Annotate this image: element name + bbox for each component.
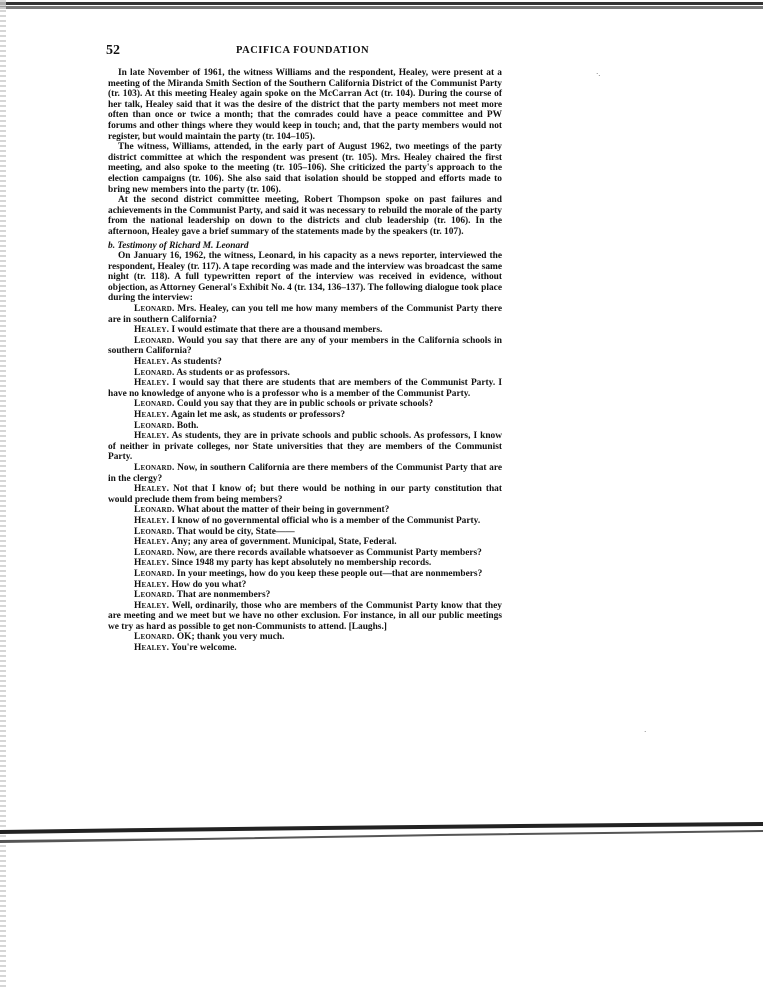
dialogue-speaker: Leonard.: [134, 304, 175, 315]
paragraph: At the second district committee meeting, Robert Thompson spoke on past failures and achievements in the Communist Party, and said it was necessary to rebuild the morale of the party from the national leadership on down to the districts and club leadership (tr. 106). In the afternoon, Healey gave a brief summary of the statements made by the speakers (tr. 107).: [108, 195, 502, 237]
page-header: [106, 43, 526, 59]
dialogue-line: [108, 421, 502, 432]
dialogue-line: [108, 399, 502, 410]
dialogue-text: In your meetings, how do you keep these people out—that are nonmembers?: [174, 568, 483, 579]
dialogue-line: [108, 410, 502, 421]
dialogue-speaker: Healey.: [134, 515, 170, 526]
dialogue-speaker: Leonard.: [134, 420, 175, 431]
dialogue-text: I know of no governmental official who is a member of the Communist Party.: [169, 515, 481, 526]
dialogue-text: As students or as professors.: [174, 367, 290, 378]
dialogue-text: Would you say that there are any of your members in the California schools in southern California?: [108, 335, 502, 357]
dialogue-text: What about the matter of their being in government?: [174, 505, 390, 516]
dialogue-line: [108, 632, 502, 643]
dialogue-line: [108, 431, 502, 463]
dialogue-text: Since 1948 my party has kept absolutely no membership records.: [169, 558, 432, 569]
dialogue-line: [108, 304, 502, 325]
paragraph: The witness, Williams, attended, in the early part of August 1962, two meetings of the party district committee at which the respondent was present (tr. 105). Mrs. Healey chaired the first meeting, and also spoke to the meeting (tr. 105–106). She criticized the party's approach to the election campaigns (tr. 106). She also said that isolation should be stopped and efforts made to bring new members into the party (tr. 106).: [108, 142, 502, 195]
dialogue-text: Any; any area of government. Municipal, State, Federal.: [169, 537, 397, 548]
dialogue-text: Well, ordinarily, those who are members of the Communist Party know that they are meeting and we meet but we have no other exclusion. For instance, in all our public meetings we try as hard as possible to get non-Communists to attend. [Laughs.]: [108, 600, 502, 632]
dialogue-line: [108, 601, 502, 633]
dialogue-line: [108, 463, 502, 484]
dialogue-speaker: Leonard.: [134, 335, 175, 346]
dialogue-line: [108, 516, 502, 527]
paragraph: In late November of 1961, the witness Williams and the respondent, Healey, were present at a meeting of the Miranda Smith Section of the Southern California District of the Communist Party (tr. 103). At this meeting Healey again spoke on the McCarran Act (tr. 104). During the course of her talk, Healey said that it was the desire of the district that the party members not meet more often than once or twice a month; that the comrades could have a peace committee and PW forums and other things where they would keep in touch; and, that the party members would not register, but would maintain the party (tr. 104–105).: [108, 68, 502, 142]
dialogue-line: [108, 484, 502, 505]
dialogue-line: [108, 357, 502, 368]
dialogue-text: Both.: [174, 420, 199, 431]
page-number: 52: [106, 43, 120, 58]
intro-paragraph: On January 16, 1962, the witness, Leonard, in his capacity as a news reporter, interviewed the respondent, Healey (tr. 117). A tape recording was made and the interview was broadcast the same night (tr. 118). A full typewritten report of the interview was received in evidence, without objection, as Attorney General's Exhibit No. 4 (tr. 134, 136–137). The following dialogue took place during the interview:: [108, 251, 503, 304]
dialogue-speaker: Healey.: [134, 558, 170, 569]
dialogue-speaker: Leonard.: [134, 526, 175, 537]
dialogue-line: [108, 368, 502, 379]
dialogue-line: [108, 643, 502, 654]
dialogue-line: [108, 580, 502, 591]
dialogue-text: Now, in southern California are there members of the Communist Party that are in the clergy?: [108, 462, 502, 484]
dialogue-speaker: Leonard.: [134, 568, 175, 579]
dialogue-text: Could you say that they are in public schools or private schools?: [174, 399, 434, 410]
scan-top-rule: [0, 2, 763, 9]
dialogue-speaker: Leonard.: [134, 462, 175, 473]
dialogue-text: That are nonmembers?: [174, 590, 271, 601]
dialogue-speaker: Healey.: [134, 325, 170, 336]
dialogue-speaker: Healey.: [134, 410, 170, 420]
dialogue-speaker: Healey.: [134, 643, 170, 654]
dialogue-text: As students, they are in private schools and public schools. As professors, I know of neither in private colleges, nor State universities that they are members of the Communist Party.: [108, 431, 502, 463]
dialogue-line: [108, 336, 502, 357]
dialogue-line: [108, 558, 502, 569]
dialogue-speaker: Healey.: [134, 378, 170, 389]
scan-speck: ·.: [596, 70, 601, 78]
dialogue-line: [108, 527, 502, 538]
interview-dialogue: [108, 304, 502, 654]
dialogue-speaker: Healey.: [134, 484, 170, 495]
dialogue-text: As students?: [169, 357, 222, 368]
dialogue-text: OK; thank you very much.: [174, 632, 285, 643]
dialogue-speaker: Healey.: [134, 537, 170, 548]
document-body: [108, 68, 502, 654]
dialogue-speaker: Healey.: [134, 579, 170, 590]
dialogue-text: Mrs. Healey, can you tell me how many members of the Communist Party there are in southern California?: [108, 304, 502, 325]
dialogue-speaker: Leonard.: [134, 632, 175, 643]
dialogue-speaker: Leonard.: [134, 505, 175, 516]
dialogue-speaker: Leonard.: [134, 590, 175, 601]
dialogue-speaker: Leonard.: [134, 399, 175, 410]
dialogue-speaker: Leonard.: [134, 547, 175, 558]
dialogue-line: [108, 325, 502, 336]
dialogue-text: Again let me ask, as students or professors?: [169, 410, 346, 420]
dialogue-text: I would estimate that there are a thousand members.: [169, 325, 383, 336]
dialogue-speaker: Healey.: [134, 431, 170, 442]
scan-speck: ·: [644, 728, 647, 736]
dialogue-text: Not that I know of; but there would be nothing in our party constitution that would preclude them from being members?: [108, 484, 502, 505]
dialogue-line: [108, 537, 502, 548]
dialogue-text: That would be city, State——: [174, 526, 295, 537]
scan-bottom-rule: [0, 818, 763, 850]
dialogue-speaker: Healey.: [134, 600, 170, 611]
dialogue-line: [108, 590, 502, 601]
section-heading: b. Testimony of Richard M. Leonard: [108, 240, 249, 251]
dialogue-text: You're welcome.: [169, 643, 237, 654]
dialogue-line: [108, 505, 502, 516]
dialogue-line: [108, 548, 502, 559]
running-head: PACIFICA FOUNDATION: [236, 45, 370, 56]
dialogue-line: [108, 378, 502, 399]
dialogue-text: I would say that there are students that are members of the Communist Party. I have no knowledge of anyone who is a professor who is a member of the Communist Party.: [108, 378, 502, 399]
dialogue-speaker: Leonard.: [134, 367, 175, 378]
dialogue-line: [108, 569, 502, 580]
dialogue-speaker: Healey.: [134, 357, 170, 368]
dialogue-text: Now, are there records available whatsoever as Communist Party members?: [174, 547, 482, 558]
dialogue-text: How do you what?: [169, 579, 247, 590]
